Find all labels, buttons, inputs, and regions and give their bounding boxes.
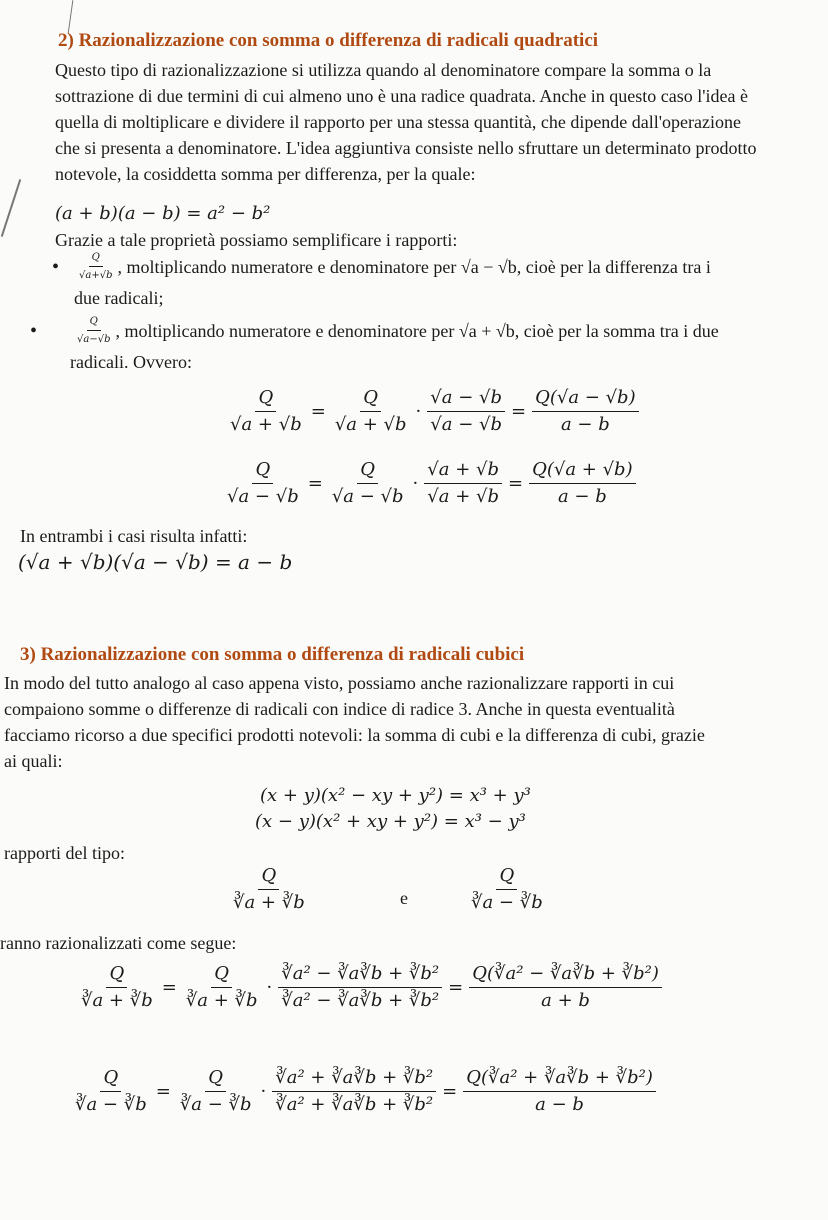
ratios-label: rapporti del tipo: [4, 843, 125, 863]
bullet2-text: , moltiplicando numeratore e denominatore per √a + √b, cioè per la somma tra i due [115, 320, 719, 341]
section3-paragraph [4, 670, 705, 774]
bullet-dot: • [30, 320, 38, 342]
paragraph-line: sottrazione di due termini di cui almeno uno è una radice quadrata. Anche in questo caso l'idea è [55, 86, 748, 106]
equation-3: $\frac{Q}{∛a + ∛b}$ = $\frac{Q}{∛a + ∛b}$ · $\frac{\text{∛a² − ∛a∛b + ∛b²}}{\text{∛a² − ∛a∛b + ∛b²}}$ = $\frac{\text{Q(∛a² − ∛a∛b + ∛b²)}}{a + b}$ [76, 964, 664, 1011]
paragraph-line: facciamo ricorso a due specifici prodotti notevoli: la somma di cubi e la differenza di cubi, grazie [4, 725, 705, 745]
paragraph-line: notevole, la cosiddetta somma per differenza, per la quale: [55, 164, 476, 184]
bullet2-fraction: $\frac{Q}{√a-√b}$ [77, 316, 111, 345]
bullet1-text: , moltiplicando numeratore e denominatore per √a − √b, cioè per la differenza tra i [117, 256, 711, 277]
pen-mark-margin [1, 179, 21, 237]
bullet1-continuation: due radicali; [74, 288, 164, 308]
bullet-dot: • [52, 256, 60, 278]
paragraph-line: compaiono somme o differenze di radicali con indice di radice 3. Anche in questa eventualità [4, 699, 675, 719]
equation-1: $\frac{Q}{√a + √b}$ = $\frac{Q}{√a + √b}$ · $\frac{√a - √b}{√a - √b}$ = $\frac{Q(√a - √b)}{a - b}$ [225, 388, 641, 435]
bullet2 [72, 316, 719, 345]
section3-follow: ranno razionalizzati come segue: [0, 933, 237, 953]
pen-mark-top [68, 0, 74, 34]
section2-result: (√a + √b)(√a − √b) = a − b [18, 550, 293, 574]
cube-sum-identity: (x + y)(x² − xy + y²) = x³ + y³ [260, 785, 531, 806]
ratio-1: $\frac{Q}{∛a + ∛b}$ [233, 865, 305, 913]
equation-4: $\frac{Q}{∛a - ∛b}$ = $\frac{Q}{∛a - ∛b}$ · $\frac{\text{∛a² + ∛a∛b + ∛b²}}{\text{∛a² + ∛a∛b + ∛b²}}$ = $\frac{\text{Q(∛a² + ∛a∛b + ∛b²)}}{a - b}$ [70, 1068, 658, 1115]
paragraph-line: Questo tipo di razionalizzazione si utilizza quando al denominatore compare la somma o la [55, 60, 712, 80]
section2-conclusion: In entrambi i casi risulta infatti: [20, 526, 248, 546]
equation-2: $\frac{Q}{√a - √b}$ = $\frac{Q}{√a - √b}$ · $\frac{√a + √b}{√a + √b}$ = $\frac{Q(√a + √b)}{a - b}$ [222, 460, 638, 507]
paragraph-line: ai quali: [4, 751, 63, 771]
section2-paragraph [55, 57, 757, 187]
section2-intro: Grazie a tale proprietà possiamo semplificare i rapporti: [55, 230, 458, 250]
paragraph-line: In modo del tutto analogo al caso appena visto, possiamo anche razionalizzare rapporti in cui [4, 673, 675, 693]
bullet2-continuation: radicali. Ovvero: [70, 352, 192, 372]
bullet1-fraction: $\frac{Q}{√a+√b}$ [79, 252, 113, 281]
and-word: e [400, 888, 408, 908]
section3-heading: 3) Razionalizzazione con somma o differenza di radicali cubici [20, 644, 525, 665]
paragraph-line: che si presenta a denominatore. L'idea aggiuntiva consiste nello sfruttare un determinato prodotto [55, 138, 757, 158]
section2-heading: 2) Razionalizzazione con somma o differenza di radicali quadratici [58, 30, 599, 51]
ratio-2: $\frac{Q}{∛a - ∛b}$ [471, 865, 543, 913]
paragraph-line: quella di moltiplicare e dividere il rapporto per una stessa quantità, che dipende dall'operazione [55, 112, 741, 132]
bullet1 [74, 252, 711, 281]
identity-formula: (a + b)(a − b) = a² − b² [55, 203, 271, 224]
cube-diff-identity: (x − y)(x² + xy + y²) = x³ − y³ [255, 811, 526, 832]
